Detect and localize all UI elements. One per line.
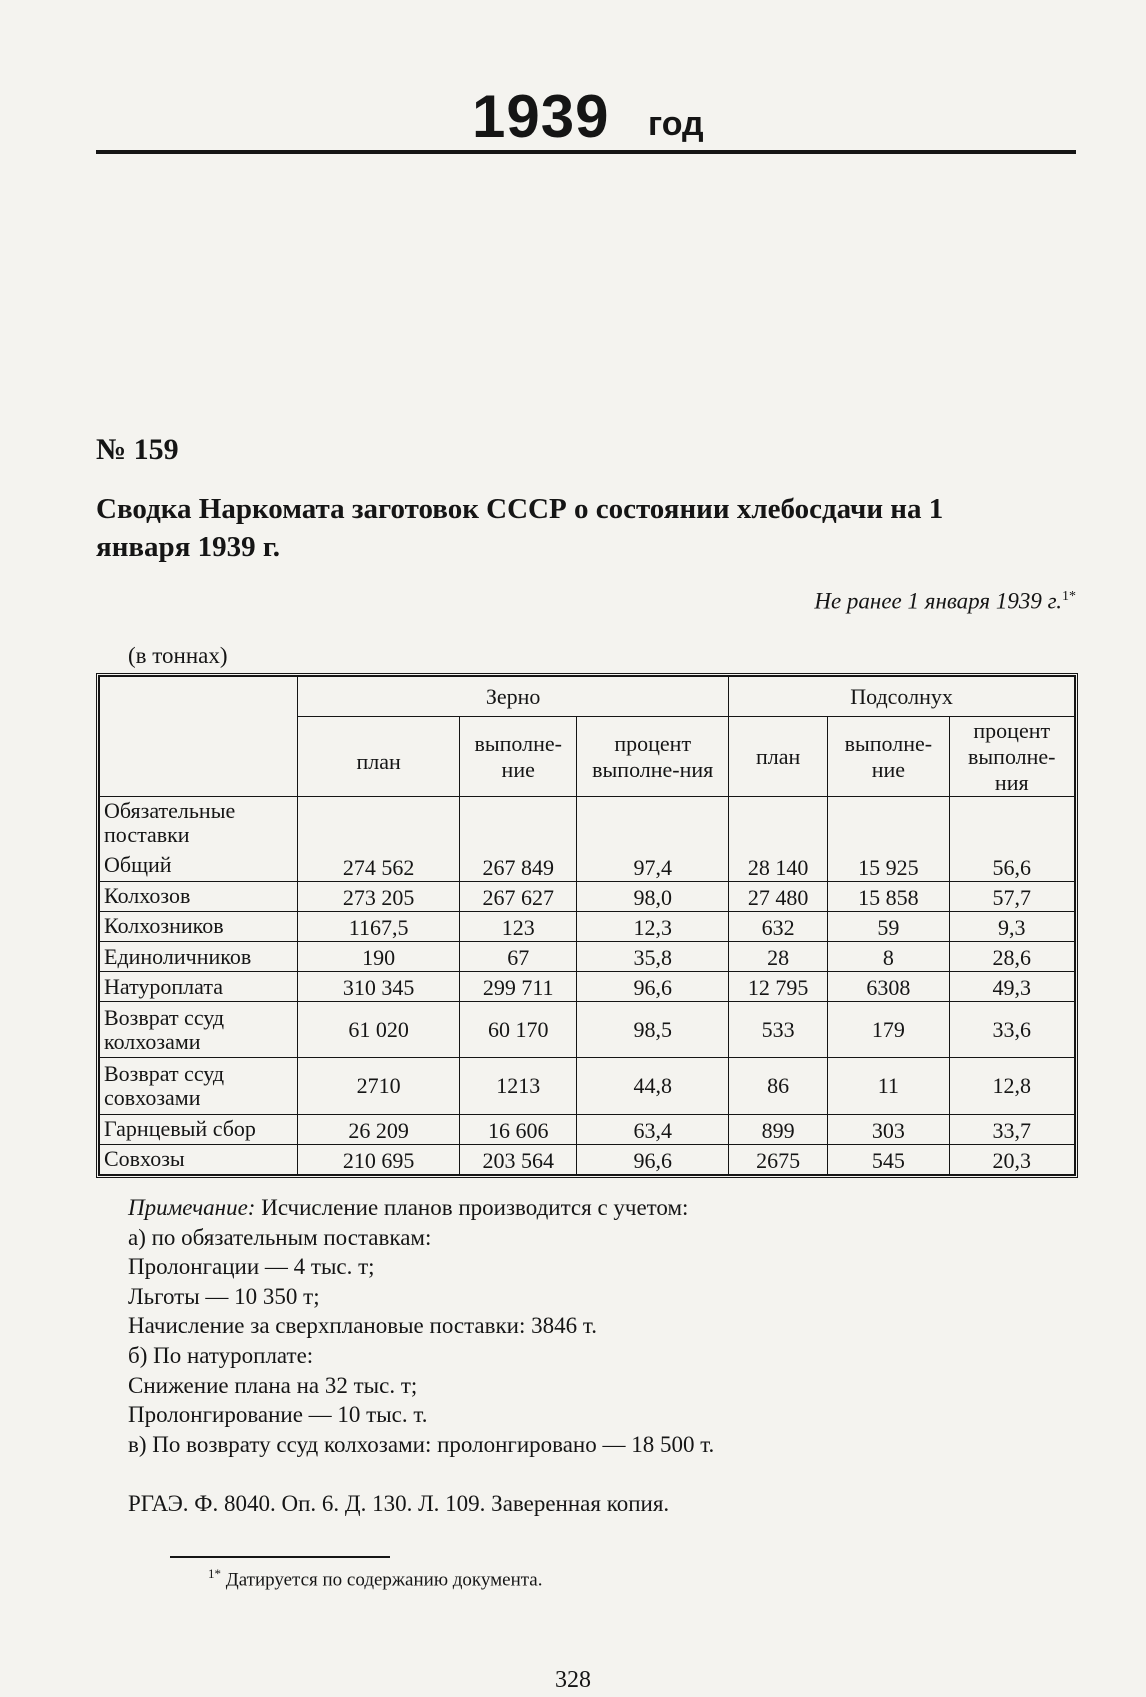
row-label bbox=[100, 797, 298, 849]
table-cell: 15 858 bbox=[828, 881, 949, 911]
table-row bbox=[100, 1002, 1075, 1058]
table-cell: 26 209 bbox=[298, 1114, 460, 1144]
table-row bbox=[100, 942, 1075, 972]
group-header-grain: Зерно bbox=[298, 677, 729, 717]
table-row bbox=[100, 1058, 1075, 1114]
table-cell: 35,8 bbox=[577, 942, 729, 972]
table-cell: 33,6 bbox=[949, 1002, 1074, 1058]
column-header: план bbox=[298, 717, 460, 797]
table-cell bbox=[729, 797, 828, 849]
table-cell: 61 020 bbox=[298, 1002, 460, 1058]
footnote-rule bbox=[170, 1556, 390, 1558]
date-footnote-mark: 1* bbox=[1062, 589, 1076, 604]
row-label: Гарнцевый сбор bbox=[100, 1114, 298, 1144]
table-cell: 899 bbox=[729, 1114, 828, 1144]
row-label: Совхозы bbox=[100, 1144, 298, 1174]
header-year: 1939 bbox=[472, 83, 610, 150]
table-cell: 33,7 bbox=[949, 1114, 1074, 1144]
note-line: а) по обязательным поставкам: bbox=[128, 1224, 432, 1250]
page-number: 328 bbox=[555, 1667, 591, 1693]
table-cell: 60 170 bbox=[460, 1002, 577, 1058]
table-cell: 179 bbox=[828, 1002, 949, 1058]
archive-source: РГАЭ. Ф. 8040. Оп. 6. Д. 130. Л. 109. Заверенная копия. bbox=[128, 1491, 670, 1516]
table-cell: 97,4 bbox=[577, 849, 729, 881]
table-cell: 533 bbox=[729, 1002, 828, 1058]
note-intro-line bbox=[128, 1193, 1078, 1223]
note-line: Начисление за сверхплановые поставки: 3846 т. bbox=[128, 1313, 597, 1339]
note-line: Снижение плана на 32 тыс. т; bbox=[128, 1372, 418, 1398]
row-label: Натуроплата bbox=[100, 972, 298, 1002]
row-label: Возврат ссуд колхозами bbox=[100, 1002, 298, 1058]
table-row bbox=[100, 797, 1075, 849]
note-label: Примечание: bbox=[128, 1195, 256, 1220]
table-row bbox=[100, 972, 1075, 1002]
table-cell: 12 795 bbox=[729, 972, 828, 1002]
table-cell: 28 bbox=[729, 942, 828, 972]
row-label: Колхозов bbox=[100, 881, 298, 911]
table-cell: 28,6 bbox=[949, 942, 1074, 972]
footnote-text: Датируется по содержанию документа. bbox=[225, 1569, 543, 1591]
table-cell: 1167,5 bbox=[298, 911, 460, 941]
note-line: Пролонгирование — 10 тыс. т. bbox=[128, 1402, 428, 1428]
document-title: Сводка Наркомата заготовок СССР о состоянии хлебосдачи на 1 января 1939 г. bbox=[96, 493, 944, 563]
table-cell: 274 562 bbox=[298, 849, 460, 881]
table-cell: 545 bbox=[828, 1144, 949, 1174]
note-line: в) По возврату ссуд колхозами: пролонгировано — 18 500 т. bbox=[128, 1431, 715, 1457]
table-cell bbox=[577, 797, 729, 849]
table-cell: 267 849 bbox=[460, 849, 577, 881]
note-line: б) По натуроплате: bbox=[128, 1342, 314, 1368]
table-cell: 96,6 bbox=[577, 1144, 729, 1174]
data-table bbox=[99, 676, 1075, 1175]
note-line: Пролонгации — 4 тыс. т; bbox=[128, 1254, 375, 1280]
table-cell: 1213 bbox=[460, 1058, 577, 1114]
table-cell: 86 bbox=[729, 1058, 828, 1114]
table-cell: 15 925 bbox=[828, 849, 949, 881]
table-cell: 44,8 bbox=[577, 1058, 729, 1114]
table-cell: 12,8 bbox=[949, 1058, 1074, 1114]
footnote bbox=[208, 1561, 542, 1593]
table-row bbox=[100, 849, 1075, 881]
footnote-mark: 1* bbox=[208, 1566, 221, 1581]
table-cell bbox=[460, 797, 577, 849]
column-header: выполне-ние bbox=[460, 717, 577, 797]
table-cell: 203 564 bbox=[460, 1144, 577, 1174]
table-cell: 190 bbox=[298, 942, 460, 972]
header-rule bbox=[96, 150, 1076, 154]
table-cell: 49,3 bbox=[949, 972, 1074, 1002]
date-text: Не ранее 1 января 1939 г. bbox=[814, 588, 1062, 614]
table-cell: 123 bbox=[460, 911, 577, 941]
table-cell: 632 bbox=[729, 911, 828, 941]
row-label: Единоличников bbox=[100, 942, 298, 972]
table-cell: 273 205 bbox=[298, 881, 460, 911]
row-label-text: Обязательные поставки bbox=[104, 797, 236, 847]
column-header: процент выполне-ния bbox=[577, 717, 729, 797]
table-cell bbox=[949, 797, 1074, 849]
running-header bbox=[96, 82, 1076, 162]
table-cell: 57,7 bbox=[949, 881, 1074, 911]
row-label: Возврат ссуд совхозами bbox=[100, 1058, 298, 1114]
table-cell: 2675 bbox=[729, 1144, 828, 1174]
document-date bbox=[814, 582, 1076, 617]
table-cell: 20,3 bbox=[949, 1144, 1074, 1174]
data-table-frame bbox=[96, 673, 1078, 1178]
table-cell: 12,3 bbox=[577, 911, 729, 941]
table-cell: 96,6 bbox=[577, 972, 729, 1002]
table-group-header-row bbox=[100, 677, 1075, 717]
header-word: год bbox=[648, 105, 704, 143]
table-cell: 299 711 bbox=[460, 972, 577, 1002]
column-header: план bbox=[729, 717, 828, 797]
document-number: № 159 bbox=[96, 433, 179, 466]
note-intro: Исчисление планов производится с учетом: bbox=[261, 1195, 689, 1220]
table-cell: 28 140 bbox=[729, 849, 828, 881]
table-cell: 6308 bbox=[828, 972, 949, 1002]
table-cell bbox=[298, 797, 460, 849]
table-row bbox=[100, 881, 1075, 911]
table-cell: 98,5 bbox=[577, 1002, 729, 1058]
table-cell bbox=[828, 797, 949, 849]
table-cell: 210 695 bbox=[298, 1144, 460, 1174]
table-row bbox=[100, 1144, 1075, 1174]
table-cell: 59 bbox=[828, 911, 949, 941]
note-line: Льготы — 10 350 т; bbox=[128, 1283, 320, 1309]
table-cell: 303 bbox=[828, 1114, 949, 1144]
table-cell: 8 bbox=[828, 942, 949, 972]
table-cell: 11 bbox=[828, 1058, 949, 1114]
group-header-sunflower: Подсолнух bbox=[729, 677, 1075, 717]
table-row bbox=[100, 911, 1075, 941]
table-row bbox=[100, 1114, 1075, 1144]
table-cell: 63,4 bbox=[577, 1114, 729, 1144]
table-cell: 310 345 bbox=[298, 972, 460, 1002]
table-cell: 2710 bbox=[298, 1058, 460, 1114]
table-note bbox=[128, 1193, 1078, 1459]
table-cell: 27 480 bbox=[729, 881, 828, 911]
column-header: процент выполне-ния bbox=[949, 717, 1074, 797]
units-label: (в тоннах) bbox=[128, 643, 228, 668]
table-cell: 267 627 bbox=[460, 881, 577, 911]
table-cell: 67 bbox=[460, 942, 577, 972]
column-header: выполне-ние bbox=[828, 717, 949, 797]
table-cell: 9,3 bbox=[949, 911, 1074, 941]
table-cell: 56,6 bbox=[949, 849, 1074, 881]
table-cell: 16 606 bbox=[460, 1114, 577, 1144]
row-label: Общий bbox=[100, 849, 298, 881]
row-label-header bbox=[100, 677, 298, 797]
row-label: Колхозников bbox=[100, 911, 298, 941]
table-cell: 98,0 bbox=[577, 881, 729, 911]
